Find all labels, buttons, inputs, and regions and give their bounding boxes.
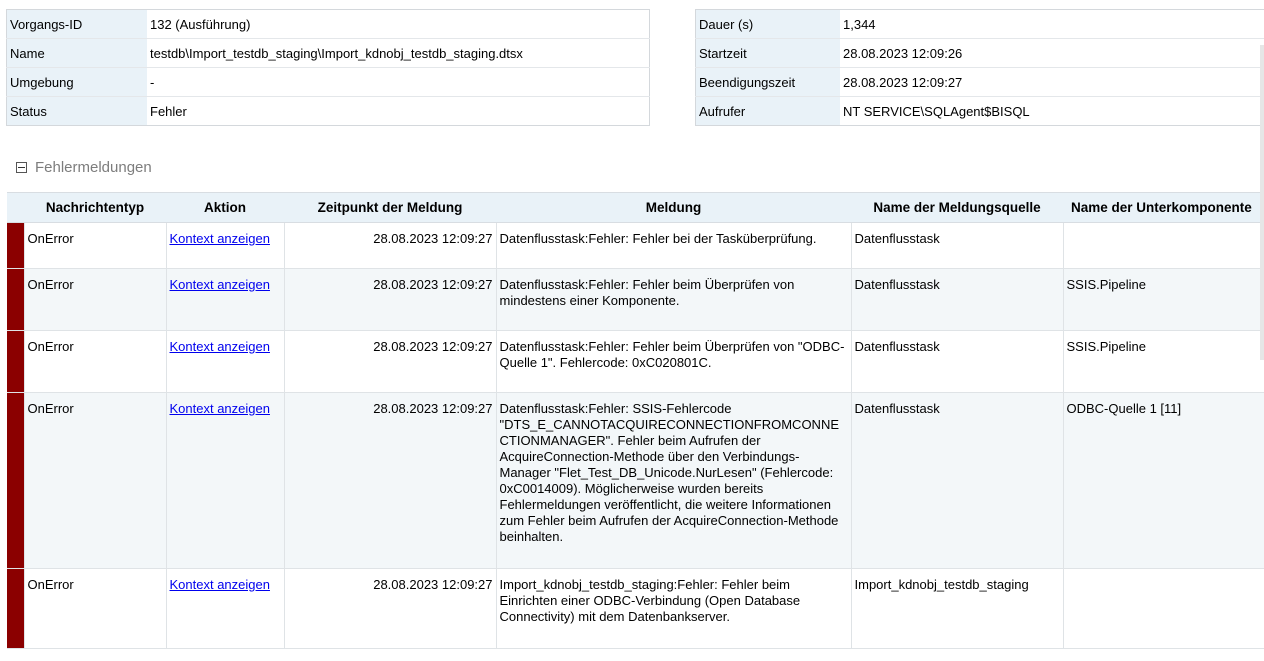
- message-source: Datenflusstask: [851, 223, 1063, 269]
- property-label-duration: Dauer (s): [696, 10, 841, 39]
- show-context-link[interactable]: Kontext anzeigen: [169, 577, 270, 592]
- property-row: [696, 10, 1264, 39]
- property-row: [7, 68, 650, 97]
- table-row: [7, 331, 1264, 393]
- error-messages-table: [7, 192, 1264, 649]
- show-context-link[interactable]: Kontext anzeigen: [169, 277, 270, 292]
- message-type: OnError: [24, 569, 166, 649]
- message-text: Datenflusstask:Fehler: Fehler beim Überprüfen von mindestens einer Komponente.: [496, 269, 851, 331]
- message-subcomponent: [1063, 223, 1264, 269]
- error-status-bar: [7, 269, 24, 331]
- property-label-status: Status: [7, 97, 148, 126]
- error-status-bar: [7, 223, 24, 269]
- table-row: [7, 269, 1264, 331]
- error-status-bar: [7, 569, 24, 649]
- error-status-bar: [7, 393, 24, 569]
- property-value-operation-id: 132 (Ausführung): [147, 10, 650, 39]
- action-cell: [166, 569, 284, 649]
- message-time: 28.08.2023 12:09:27: [284, 569, 496, 649]
- property-row: [696, 39, 1264, 68]
- show-context-link[interactable]: Kontext anzeigen: [169, 401, 270, 416]
- table-header-row: [7, 193, 1264, 223]
- property-value-environment: -: [147, 68, 650, 97]
- property-value-duration: 1,344: [840, 10, 1264, 39]
- message-time: 28.08.2023 12:09:27: [284, 223, 496, 269]
- message-text: Datenflusstask:Fehler: Fehler bei der Tasküberprüfung.: [496, 223, 851, 269]
- message-source: Datenflusstask: [851, 331, 1063, 393]
- property-value-status: Fehler: [147, 97, 650, 126]
- action-cell: [166, 393, 284, 569]
- message-subcomponent: [1063, 569, 1264, 649]
- message-time: 28.08.2023 12:09:27: [284, 269, 496, 331]
- column-header-subcomponent[interactable]: Name der Unterkomponente: [1063, 193, 1264, 223]
- property-label-name: Name: [7, 39, 148, 68]
- property-row: [7, 97, 650, 126]
- property-label-caller: Aufrufer: [696, 97, 841, 126]
- collapse-minus-icon[interactable]: [16, 162, 27, 173]
- message-type: OnError: [24, 331, 166, 393]
- property-row: [696, 97, 1264, 126]
- show-context-link[interactable]: Kontext anzeigen: [169, 339, 270, 354]
- status-column-header: [7, 193, 24, 223]
- message-text: Import_kdnobj_testdb_staging:Fehler: Fehler beim Einrichten einer ODBC-Verbindung (Open Database Connectivity) mit dem Datenbankserver.: [496, 569, 851, 649]
- message-time: 28.08.2023 12:09:27: [284, 331, 496, 393]
- action-cell: [166, 223, 284, 269]
- section-title: Fehlermeldungen: [35, 159, 152, 176]
- timing-properties-table: [695, 9, 1264, 126]
- message-source: Datenflusstask: [851, 269, 1063, 331]
- error-messages-section-header[interactable]: [16, 159, 152, 176]
- message-subcomponent: SSIS.Pipeline: [1063, 269, 1264, 331]
- operation-properties-table: [6, 9, 650, 126]
- property-label-start-time: Startzeit: [696, 39, 841, 68]
- property-row: [7, 39, 650, 68]
- property-row: [7, 10, 650, 39]
- property-value-end-time: 28.08.2023 12:09:27: [840, 68, 1264, 97]
- action-cell: [166, 269, 284, 331]
- message-time: 28.08.2023 12:09:27: [284, 393, 496, 569]
- property-row: [696, 68, 1264, 97]
- message-subcomponent: ODBC-Quelle 1 [11]: [1063, 393, 1264, 569]
- property-label-operation-id: Vorgangs-ID: [7, 10, 148, 39]
- property-label-end-time: Beendigungszeit: [696, 68, 841, 97]
- action-cell: [166, 331, 284, 393]
- message-text: Datenflusstask:Fehler: SSIS-Fehlercode "DTS_E_CANNOTACQUIRECONNECTIONFROMCONNECTIONMANAGER". Fehler beim Aufrufen der AcquireConnection-Methode über den Verbindungs-Manager "Flet_Test_DB_Unicode.NurLesen" (Fehlercode: 0xC0014009). Möglicherweise wurden bereits Fehlermeldungen veröffentlicht, die weitere Informationen zum Fehler beim Aufrufen der AcquireConnection-Methode beinhalten.: [496, 393, 851, 569]
- property-value-name: testdb\Import_testdb_staging\Import_kdnobj_testdb_staging.dtsx: [147, 39, 650, 68]
- column-header-message-type[interactable]: Nachrichtentyp: [24, 193, 166, 223]
- error-status-bar: [7, 331, 24, 393]
- show-context-link[interactable]: Kontext anzeigen: [169, 231, 270, 246]
- message-source: Import_kdnobj_testdb_staging: [851, 569, 1063, 649]
- message-type: OnError: [24, 223, 166, 269]
- property-value-caller: NT SERVICE\SQLAgent$BISQL: [840, 97, 1264, 126]
- column-header-source[interactable]: Name der Meldungsquelle: [851, 193, 1063, 223]
- property-value-start-time: 28.08.2023 12:09:26: [840, 39, 1264, 68]
- property-label-environment: Umgebung: [7, 68, 148, 97]
- message-type: OnError: [24, 269, 166, 331]
- column-header-message[interactable]: Meldung: [496, 193, 851, 223]
- column-header-action[interactable]: Aktion: [166, 193, 284, 223]
- table-row: [7, 223, 1264, 269]
- message-type: OnError: [24, 393, 166, 569]
- vertical-scrollbar[interactable]: [1260, 45, 1264, 360]
- message-source: Datenflusstask: [851, 393, 1063, 569]
- message-text: Datenflusstask:Fehler: Fehler beim Überprüfen von "ODBC-Quelle 1". Fehlercode: 0xC020801C.: [496, 331, 851, 393]
- message-subcomponent: SSIS.Pipeline: [1063, 331, 1264, 393]
- column-header-time[interactable]: Zeitpunkt der Meldung: [284, 193, 496, 223]
- table-row: [7, 569, 1264, 649]
- table-row: [7, 393, 1264, 569]
